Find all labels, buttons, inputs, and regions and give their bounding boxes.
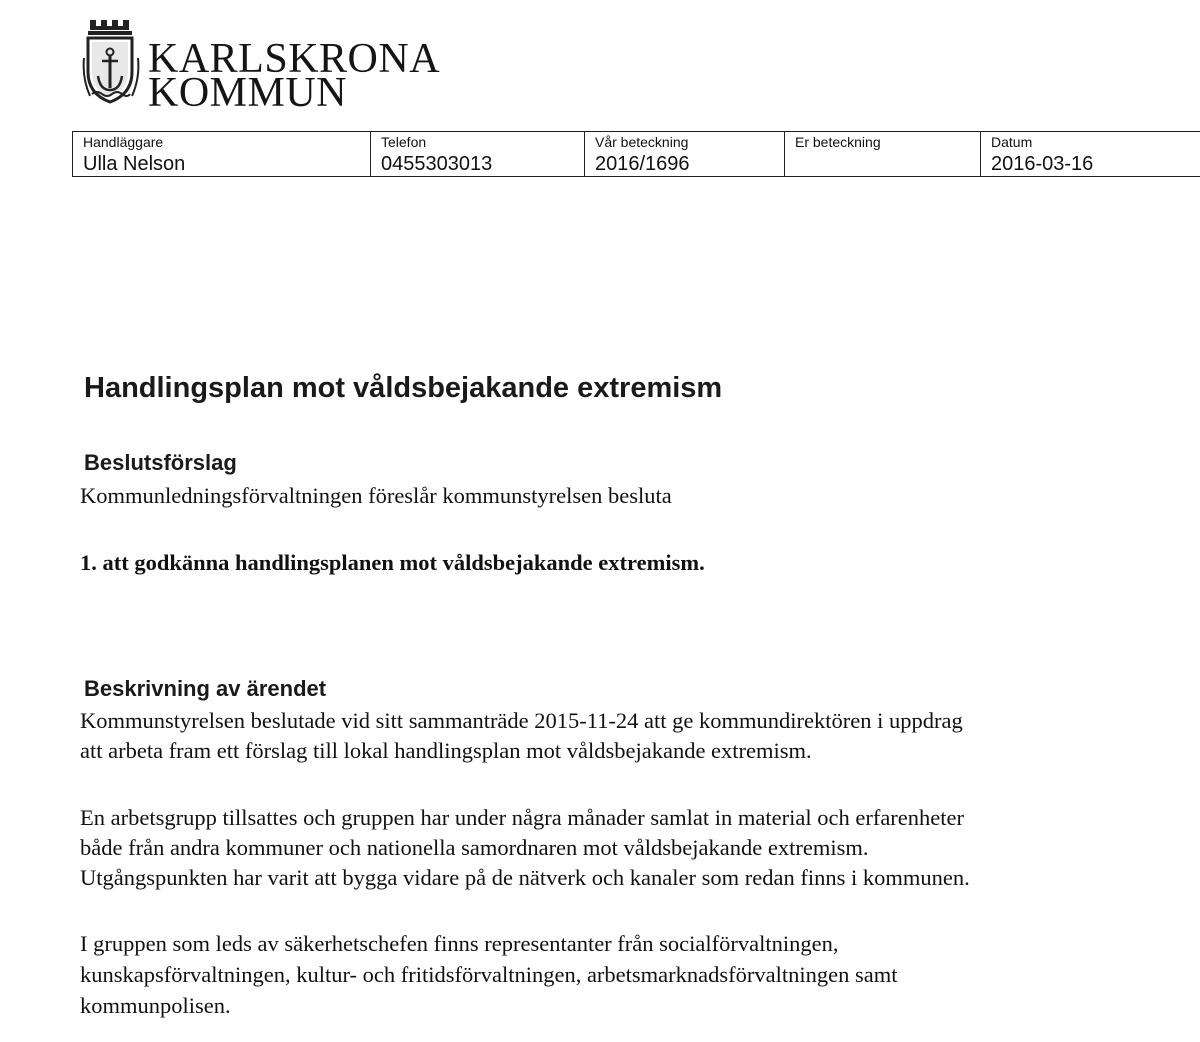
paragraph-2-line-1: En arbetsgrupp tillsattes och gruppen har under några månader samlat in material och erfarenheter [80, 805, 965, 830]
section-heading-beskrivning: Beskrivning av ärendet [84, 676, 327, 701]
meta-value-datum: 2016-03-16 [981, 150, 1200, 177]
meta-label-handlaggare: Handläggare [73, 132, 371, 151]
meta-label-telefon: Telefon [371, 132, 585, 151]
decision-item: 1. att godkänna handlingsplanen mot våldsbejakande extremism. [80, 550, 705, 575]
meta-value-er-beteckning [785, 150, 981, 177]
document-meta-table [72, 131, 1200, 177]
meta-label-datum: Datum [981, 132, 1200, 151]
proposal-intro: Kommunledningsförvaltningen föreslår kommunstyrelsen besluta [80, 483, 672, 508]
meta-value-row [73, 150, 1200, 177]
logo-wordmark [148, 36, 441, 116]
meta-header-row [73, 132, 1200, 151]
paragraph-3-line-1: I gruppen som leds av säkerhetschefen finns representanter från socialförvaltningen, [80, 931, 839, 956]
meta-value-telefon: 0455303013 [371, 150, 585, 177]
paragraph-1-line-1: Kommunstyrelsen beslutade vid sitt sammanträde 2015-11-24 att ge kommundirektören i uppdrag [80, 708, 963, 733]
meta-label-er-beteckning: Er beteckning [785, 132, 981, 151]
section-heading-beslutsforslag: Beslutsförslag [84, 450, 237, 475]
paragraph-1-line-2: att arbeta fram ett förslag till lokal handlingsplan mot våldsbejakande extremism. [80, 738, 812, 763]
karlskrona-crest-icon [82, 18, 144, 108]
logo-line-2: KOMMUN [148, 70, 348, 116]
document-title: Handlingsplan mot våldsbejakande extremism [84, 372, 723, 404]
meta-value-var-beteckning: 2016/1696 [585, 150, 785, 177]
paragraph-2-line-3: Utgångspunkten har varit att bygga vidare på de nätverk och kanaler som redan finns i kommunen. [80, 865, 970, 890]
paragraph-3-line-3: kommunpolisen. [80, 993, 231, 1018]
paragraph-2-line-2: både från andra kommuner och nationella samordnaren mot våldsbejakande extremism. [80, 835, 869, 860]
logo-line-1: KARLSKRONA [148, 36, 441, 82]
municipality-logo [82, 18, 462, 116]
meta-value-handlaggare: Ulla Nelson [73, 150, 371, 177]
meta-label-var-beteckning: Vår beteckning [585, 132, 785, 151]
paragraph-3-line-2: kunskapsförvaltningen, kultur- och fritidsförvaltningen, arbetsmarknadsförvaltningen samt [80, 962, 898, 987]
